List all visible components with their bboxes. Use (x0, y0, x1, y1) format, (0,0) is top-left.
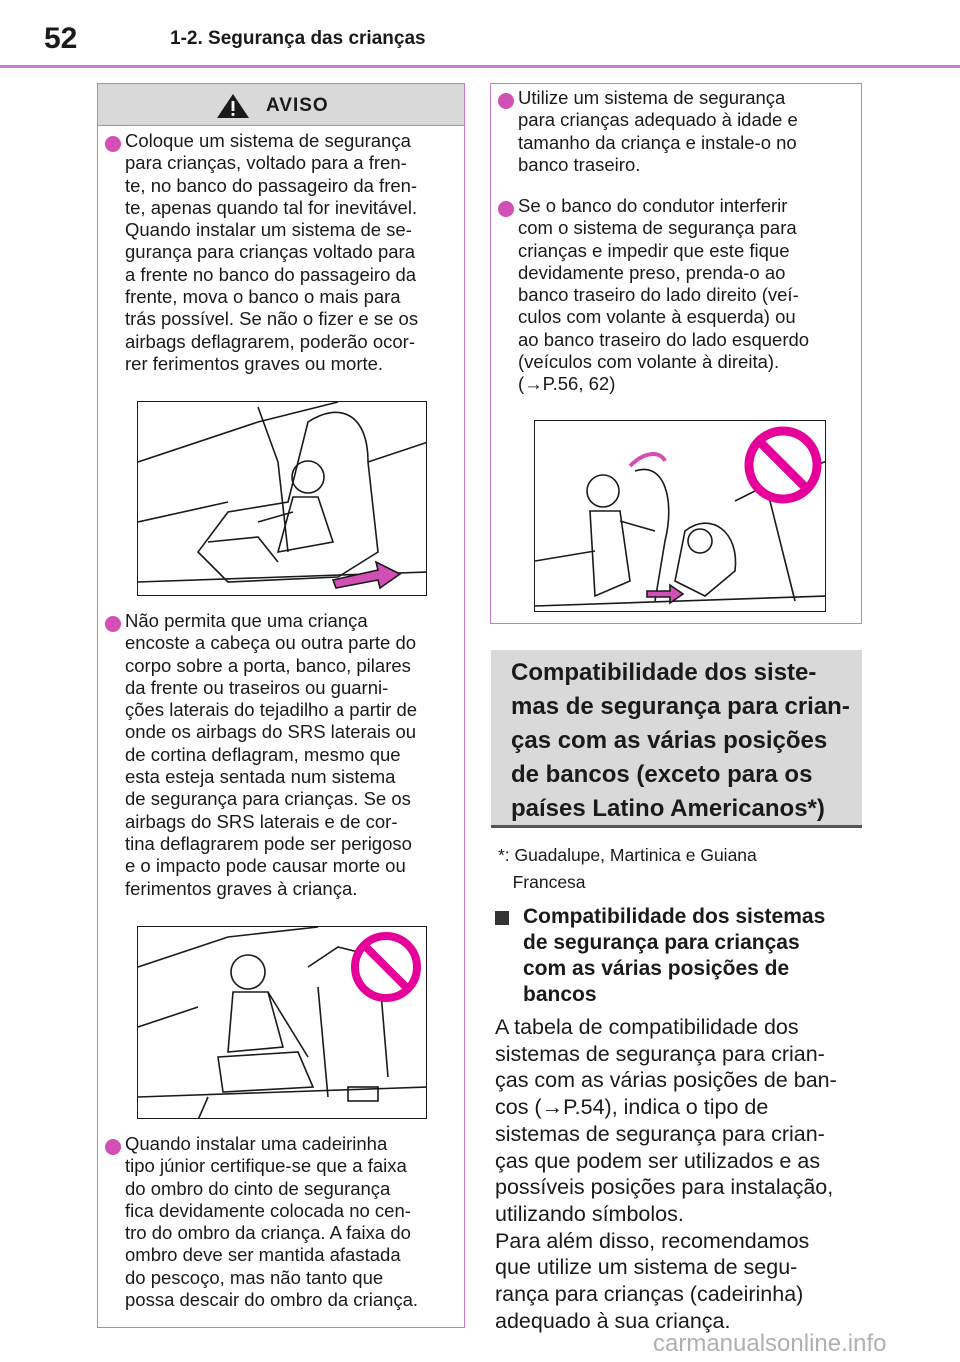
warning-box-continued (490, 83, 862, 624)
watermark: carmanualsonline.info (653, 1330, 887, 1357)
warning-triangle-icon (215, 92, 251, 120)
header-rule (0, 65, 960, 68)
body-paragraph: A tabela de compatibilidade dos sistemas de segurança para crian- ças com as várias posições de ban- cos (→P.54), indica o tipo de sistemas de segurança para crian- ças que podem ser utilizados e as possíveis posições para instalação, utilizando símbolos. Para além disso, recomendamos que utilize um sistema de segu- rança para crianças (cadeirinha) adequado à sua criança. (495, 1015, 837, 1333)
booster-seat-illustration (137, 926, 427, 1119)
warning-box (97, 83, 465, 1328)
page-header (0, 0, 960, 68)
warning-item: Utilize um sistema de segurança para crianças adequado à idade e tamanho da criança e instale-o no banco traseiro. (518, 87, 798, 175)
bullet-icon (498, 93, 514, 109)
prohibited-icon (350, 931, 422, 1003)
warning-item: Coloque um sistema de segurança para crianças, voltado para a fren- te, no banco do passageiro da fren- te, apenas quando tal for inevitável. Quando instalar um sistema de se- gurança para crianças voltado para a frente no banco do passageiro da frente, mova o banco o mais para trás possível. Se não o fizer e se os airbags deflagrarem, poderão ocor- rer ferimentos graves ou morte. (125, 130, 419, 374)
bullet-icon (498, 201, 514, 217)
subheading: Compatibilidade dos sistemas de segurança para crianças com as várias posições de bancos (523, 905, 826, 1006)
warning-title: AVISO (266, 95, 329, 116)
section-heading (491, 650, 862, 828)
child-seat-illustration (137, 401, 427, 596)
bullet-icon (105, 136, 121, 152)
square-bullet-icon (495, 911, 509, 925)
footnote: *: Guadalupe, Martinica e Guiana Francesa (498, 845, 757, 892)
bullet-icon (105, 1139, 121, 1155)
bullet-icon (105, 616, 121, 632)
warning-header (98, 84, 464, 126)
driver-seat-interference-illustration (534, 420, 826, 612)
prohibited-icon (743, 425, 823, 505)
warning-item: Se o banco do condutor interferir com o sistema de segurança para crianças e impedir que este fique devidamente preso, prenda-o ao banco traseiro do lado direito (veí- culos com volante à esquerda) ou ao banco traseiro do lado esquerdo (veículos com volante à direita). (→P.56, 62) (518, 195, 810, 395)
section-heading-text: Compatibilidade dos siste- mas de segurança para crian- ças com as várias posições de bancos (exceto para os países Latino Americanos*) (511, 659, 850, 822)
warning-item: Não permita que uma criança encoste a cabeça ou outra parte do corpo sobre a porta, banco, pilares da frente ou traseiros ou guarni- ções laterais do tejadilho a partir de onde os airbags do SRS laterais ou de cortina deflagram, mesmo que esta esteja sentada num sistema de segurança para crianças. Se os airbags do SRS laterais e de cor- tina deflagrarem pode ser perigoso e o impacto pode causar morte ou ferimentos graves à criança. (125, 610, 418, 899)
page-number: 52 (44, 22, 78, 55)
section-title: 1-2. Segurança das crianças (170, 28, 426, 49)
warning-item: Quando instalar uma cadeirinha tipo júnior certifique-se que a faixa do ombro do cinto de segurança fica devidamente colocada no cen- tro do ombro da criança. A faixa do ombro deve ser mantida afastada do pescoço, mas não tanto que possa descair do ombro da criança. (125, 1133, 419, 1311)
